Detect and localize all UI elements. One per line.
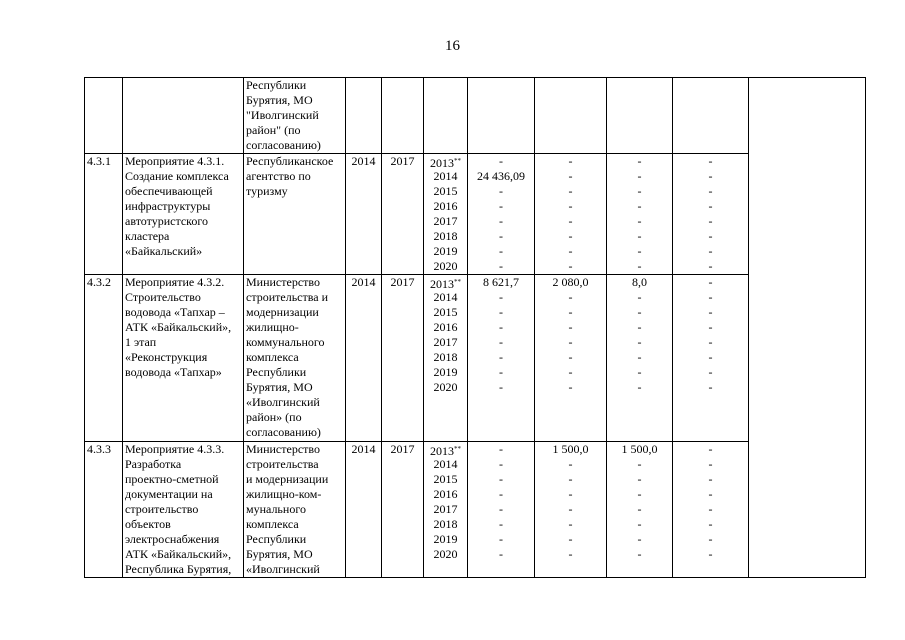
funding-year-text: 2014 (433, 290, 458, 304)
end-year: 2017 (390, 154, 415, 168)
executor-line: район» (по (246, 410, 302, 424)
funding-year (426, 169, 465, 184)
funding-value: - (499, 259, 503, 273)
funding-value: - (708, 259, 713, 273)
funding-year (426, 350, 465, 365)
funding-value: - (499, 547, 503, 561)
funding-value: - (637, 532, 642, 546)
funding-year (426, 305, 465, 320)
executor-line: Министерство (246, 275, 320, 289)
funding-value: - (637, 365, 642, 379)
row-number-cell (85, 154, 123, 275)
executor-line: агентство по (246, 169, 311, 183)
funding-value: - (568, 547, 573, 561)
row-number: 4.3.1 (87, 154, 111, 168)
funding-value: - (637, 244, 642, 258)
funding-year-text: 2017 (433, 214, 458, 228)
funding-col2-cell (535, 78, 607, 154)
funding-value: - (708, 320, 713, 334)
funding-value: - (499, 199, 503, 213)
funding-value: - (568, 259, 573, 273)
funding-value: - (568, 320, 573, 334)
executor-line: Бурятия, МО (246, 547, 313, 561)
funding-year (426, 214, 465, 229)
measure-name-line: «Байкальский» (125, 244, 203, 258)
measure-name-line: Разработка (125, 457, 182, 471)
funding-value: - (499, 154, 503, 168)
funding-value: - (637, 199, 642, 213)
funding-year (426, 502, 465, 517)
funding-year (426, 199, 465, 214)
measure-name-cell (123, 154, 244, 275)
measure-name-line: Создание комплекса (125, 169, 229, 183)
funding-col4-cell (673, 78, 749, 154)
end-year: 2017 (390, 442, 415, 456)
executor-line: комплекса (246, 517, 299, 531)
executor-line: комплекса (246, 350, 299, 364)
funding-year (426, 259, 465, 274)
funding-year (426, 517, 465, 532)
executor-line: жилищно-ком- (246, 487, 322, 501)
row-number-cell (85, 442, 123, 578)
end-year-cell (382, 78, 424, 154)
funding-year-text: 2020 (433, 547, 458, 561)
executor-line: мунального (246, 502, 306, 516)
funding-value: - (568, 517, 573, 531)
funding-value: - (568, 229, 573, 243)
measure-name-line: водовода «Тапхар – (125, 305, 225, 319)
funding-value: - (568, 305, 573, 319)
measure-name-line: АТК «Байкальский», (125, 547, 232, 561)
executor-line: строительства (246, 457, 319, 471)
executor-line: Республики (246, 532, 307, 546)
funding-year-text: 2017 (433, 502, 458, 516)
funding-year-text: 2018 (433, 229, 458, 243)
funding-value: - (499, 365, 503, 379)
funding-value: 24 436,09 (477, 169, 525, 183)
executor-line: Бурятия, МО (246, 93, 313, 107)
footnote-mark: ** (454, 278, 461, 286)
funding-year-text: 2020 (433, 380, 458, 394)
funding-value: - (637, 472, 642, 486)
measure-name-line: документации на (125, 487, 213, 501)
funding-year-text: 2015 (433, 305, 458, 319)
table-row (85, 275, 866, 442)
measure-name-line: Мероприятие 4.3.1. (125, 154, 225, 168)
table-row (85, 78, 866, 154)
executor-cell (244, 442, 346, 578)
executor-line: Республики (246, 78, 307, 92)
measure-name-line: кластера (125, 229, 170, 243)
executor-line: район" (по (246, 123, 301, 137)
funding-value: - (708, 214, 713, 228)
end-year-cell (382, 154, 424, 275)
funding-col3-cell (607, 275, 673, 442)
funding-year (426, 532, 465, 547)
footnote-mark: ** (454, 445, 461, 453)
start-year-cell (346, 154, 382, 275)
funding-value: - (637, 350, 642, 364)
measure-name-line: автотуристского (125, 214, 209, 228)
measure-name-line: объектов (125, 517, 171, 531)
funding-value: - (499, 350, 503, 364)
funding-year-text: 2017 (433, 335, 458, 349)
funding-value: - (708, 380, 713, 394)
funding-value: - (499, 244, 503, 258)
funding-value: - (499, 320, 503, 334)
funding-value: - (499, 229, 503, 243)
executor-cell (244, 78, 346, 154)
funding-year (426, 380, 465, 395)
funding-year (426, 154, 465, 169)
funding-value: - (708, 154, 713, 168)
funding-value: - (637, 517, 642, 531)
funding-col3-cell (607, 442, 673, 578)
measure-name-cell (123, 275, 244, 442)
funding-years-cell (424, 78, 468, 154)
funding-value: - (568, 502, 573, 516)
funding-value: - (568, 532, 573, 546)
funding-year (426, 442, 465, 457)
funding-year (426, 365, 465, 380)
funding-value: - (499, 487, 503, 501)
funding-year-text: 2015 (433, 472, 458, 486)
funding-col1-cell (468, 442, 535, 578)
measure-name-line: Строительство (125, 290, 201, 304)
funding-value: - (568, 365, 573, 379)
funding-year-text: 2014 (433, 169, 458, 183)
executor-line: Республики (246, 365, 307, 379)
funding-value: - (568, 199, 573, 213)
funding-value: - (568, 457, 573, 471)
executor-line: согласованию) (246, 425, 321, 439)
table-row (85, 442, 866, 578)
funding-col1-cell (468, 275, 535, 442)
funding-value: - (708, 442, 713, 456)
funding-year (426, 457, 465, 472)
funding-year-text: 2019 (433, 532, 458, 546)
measure-name-line: инфраструктуры (125, 199, 211, 213)
funding-year (426, 244, 465, 259)
funding-value: - (637, 335, 642, 349)
funding-col3-cell (607, 154, 673, 275)
executor-line: жилищно- (246, 320, 299, 334)
funding-year-text: 2016 (433, 199, 458, 213)
funding-year-text: 2018 (433, 517, 458, 531)
funding-year (426, 184, 465, 199)
funding-value: - (568, 154, 573, 168)
executor-line: модернизации (246, 305, 319, 319)
end-year (384, 78, 421, 93)
executor-line: «Иволгинский (246, 562, 320, 576)
funding-col4-cell (673, 154, 749, 275)
funding-value: - (499, 502, 503, 516)
funding-value: - (708, 472, 713, 486)
funding-value: - (499, 457, 503, 471)
executor-line: согласованию) (246, 138, 321, 152)
funding-value: - (708, 184, 713, 198)
end-year: 2017 (390, 275, 415, 289)
funding-value: - (708, 305, 713, 319)
funding-years-cell (424, 154, 468, 275)
funding-value: 2 080,0 (552, 275, 589, 289)
funding-value: - (637, 154, 642, 168)
start-year-cell (346, 442, 382, 578)
funding-value: 8 621,7 (483, 275, 519, 289)
funding-value: - (568, 350, 573, 364)
funding-value: - (499, 290, 503, 304)
funding-value: 1 500,0 (552, 442, 589, 456)
notes-cell (749, 78, 866, 578)
funding-value: - (568, 184, 573, 198)
funding-year-text: 2015 (433, 184, 458, 198)
funding-value: - (568, 244, 573, 258)
measure-name-line: проектно-сметной (125, 472, 219, 486)
funding-value: 1 500,0 (621, 442, 658, 456)
funding-year (426, 229, 465, 244)
funding-year (426, 320, 465, 335)
funding-value: - (708, 199, 713, 213)
funding-year-text: 2016 (433, 320, 458, 334)
funding-value: - (568, 335, 573, 349)
start-year-cell (346, 78, 382, 154)
funding-year-text: 2013 (430, 277, 454, 291)
funding-value: - (708, 169, 713, 183)
executor-line: туризму (246, 184, 288, 198)
funding-value: - (637, 259, 642, 273)
funding-year-text: 2013 (430, 156, 454, 170)
funding-year-text: 2019 (433, 244, 458, 258)
funding-year (426, 472, 465, 487)
start-year: 2014 (351, 154, 376, 168)
measure-name-line: АТК «Байкальский», (125, 320, 232, 334)
executor-line: строительства и (246, 290, 328, 304)
measure-name-line: Республика Бурятия, (125, 562, 232, 576)
measure-name-line: 1 этап (125, 335, 157, 349)
funding-value: - (499, 532, 503, 546)
funding-value: - (499, 305, 503, 319)
measure-name-line: электроснабжения (125, 532, 220, 546)
funding-year-text: 2020 (433, 259, 458, 273)
row-number (87, 78, 120, 93)
funding-year-text: 2014 (433, 457, 458, 471)
measure-name-line: строительство (125, 502, 199, 516)
start-year: 2014 (351, 275, 376, 289)
funding-value: - (499, 184, 503, 198)
funding-value: - (637, 487, 642, 501)
funding-col2-cell (535, 442, 607, 578)
funding-value: - (708, 229, 713, 243)
funding-value: - (499, 442, 503, 456)
funding-year-text: 2016 (433, 487, 458, 501)
executor-cell (244, 154, 346, 275)
end-year-cell (382, 275, 424, 442)
funding-value: - (499, 335, 503, 349)
funding-value: - (708, 365, 713, 379)
program-table (84, 77, 866, 578)
funding-col1-cell (468, 154, 535, 275)
measure-name-cell (123, 442, 244, 578)
funding-value: - (637, 320, 642, 334)
funding-year (426, 335, 465, 350)
funding-value: - (708, 532, 713, 546)
funding-year (426, 547, 465, 562)
funding-year-text: 2019 (433, 365, 458, 379)
executor-line: Министерство (246, 442, 320, 456)
funding-value: - (499, 517, 503, 531)
funding-value: - (637, 229, 642, 243)
page-number: 16 (445, 38, 460, 54)
funding-col2-cell (535, 275, 607, 442)
measure-name-line: Мероприятие 4.3.3. (125, 442, 225, 456)
measure-name-line: Мероприятие 4.3.2. (125, 275, 225, 289)
footnote-mark: ** (454, 157, 461, 165)
funding-col4-cell (673, 275, 749, 442)
funding-value: - (499, 214, 503, 228)
program-table-body (85, 78, 866, 578)
funding-value: - (708, 502, 713, 516)
funding-value: - (708, 275, 713, 289)
start-year-cell (346, 275, 382, 442)
start-year (348, 78, 379, 93)
funding-value: - (708, 290, 713, 304)
row-number-cell (85, 78, 123, 154)
funding-value: - (708, 457, 713, 471)
measure-name-cell (123, 78, 244, 154)
executor-line: и модернизации (246, 472, 329, 486)
funding-years-cell (424, 442, 468, 578)
funding-year (426, 275, 465, 290)
measure-name-line: обеспечивающей (125, 184, 213, 198)
funding-value: - (708, 547, 713, 561)
executor-line: «Иволгинский (246, 395, 320, 409)
executor-line: Бурятия, МО (246, 380, 313, 394)
start-year: 2014 (351, 442, 376, 456)
funding-value: 8,0 (632, 275, 647, 289)
funding-value: - (568, 290, 573, 304)
funding-value: - (637, 290, 642, 304)
measure-name-line: водовода «Тапхар» (125, 365, 222, 379)
funding-col1-cell (468, 78, 535, 154)
executor-line: Республиканское (246, 154, 334, 168)
row-number: 4.3.2 (87, 275, 111, 289)
funding-value: - (637, 214, 642, 228)
funding-value: - (708, 517, 713, 531)
funding-value: - (568, 214, 573, 228)
funding-year (426, 290, 465, 305)
funding-value: - (708, 335, 713, 349)
funding-value: - (499, 380, 503, 394)
funding-col2-cell (535, 154, 607, 275)
funding-value: - (637, 305, 642, 319)
funding-value: - (568, 380, 573, 394)
executor-line: коммунального (246, 335, 325, 349)
funding-value: - (568, 487, 573, 501)
measure-name-line: «Реконструкция (125, 350, 208, 364)
funding-value: - (637, 184, 642, 198)
funding-year-text: 2013 (430, 444, 454, 458)
funding-year-text: 2018 (433, 350, 458, 364)
funding-value: - (568, 472, 573, 486)
executor-cell (244, 275, 346, 442)
table-row (85, 154, 866, 275)
funding-value: - (637, 380, 642, 394)
row-number-cell (85, 275, 123, 442)
end-year-cell (382, 442, 424, 578)
row-number: 4.3.3 (87, 442, 111, 456)
funding-value: - (568, 169, 573, 183)
funding-value: - (708, 350, 713, 364)
funding-value: - (637, 547, 642, 561)
funding-year (426, 487, 465, 502)
funding-value: - (708, 244, 713, 258)
funding-years-cell (424, 275, 468, 442)
funding-value: - (708, 487, 713, 501)
funding-value: - (637, 502, 642, 516)
funding-value: - (499, 472, 503, 486)
executor-line: "Иволгинский (246, 108, 319, 122)
funding-value: - (637, 457, 642, 471)
funding-value: - (637, 169, 642, 183)
funding-col4-cell (673, 442, 749, 578)
funding-col3-cell (607, 78, 673, 154)
